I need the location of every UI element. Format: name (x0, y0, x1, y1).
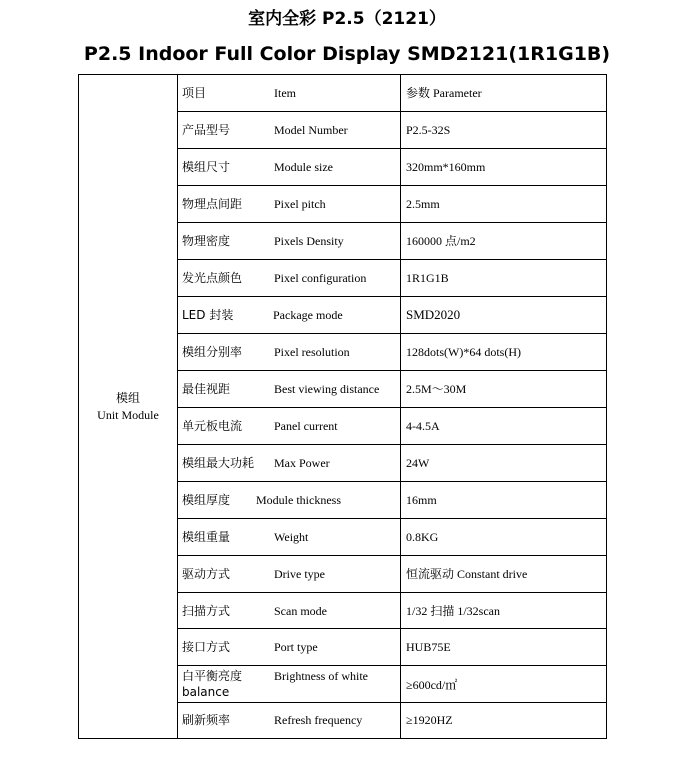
table-row (178, 666, 606, 703)
row-value: ≥600cd/㎡ (406, 678, 458, 692)
table-row (178, 408, 606, 445)
row-value: 16mm (406, 493, 437, 507)
row-cn-label: 最佳视距 (182, 382, 231, 396)
table-row (178, 75, 606, 112)
table-row (178, 149, 606, 186)
row-value: 1/32 扫描 1/32scan (406, 604, 500, 618)
row-value: 24W (406, 456, 430, 470)
row-en-label: Model Number (274, 123, 348, 137)
row-cn-label: 项目 (182, 86, 207, 100)
table-row (178, 482, 606, 519)
table-row (178, 260, 606, 297)
row-en-label: Weight (274, 530, 309, 544)
table-row (178, 223, 606, 260)
row-en-label: Panel current (274, 419, 338, 433)
row-cn-label: 模组重量 (182, 530, 231, 544)
row-en-label: Pixel configuration (274, 271, 367, 285)
unit-label-cn: 模组 (115, 390, 140, 405)
table-row (178, 703, 606, 738)
table-row (178, 371, 606, 408)
row-en-label: Package mode (273, 308, 343, 322)
row-en-label: Refresh frequency (274, 713, 363, 727)
row-cn-label: 物理点间距 (182, 197, 243, 211)
row-en-label: Drive type (274, 567, 325, 581)
row-cn-label: 接口方式 (182, 640, 231, 654)
row-value: 160000 点/m2 (406, 234, 476, 248)
row-en-label: Port type (274, 640, 318, 654)
row-cn-label: 扫描方式 (182, 604, 231, 618)
row-value: 2.5mm (406, 197, 440, 211)
row-value: 0.8KG (406, 530, 439, 544)
row-cn-label: 产品型号 (182, 123, 231, 137)
row-en-label: Scan mode (274, 604, 327, 618)
row-cn-label: LED 封装 (182, 308, 234, 322)
row-value: HUB75E (406, 640, 451, 654)
row-en-label: Pixel resolution (274, 345, 350, 359)
table-row (178, 629, 606, 666)
row-value: 1R1G1B (406, 271, 449, 285)
table-row (178, 334, 606, 371)
row-cn-label: 刷新频率 (182, 713, 231, 727)
row-cn-label: 模组厚度 (182, 493, 231, 507)
table-row (178, 445, 606, 482)
row-en-label: Brightness of white (274, 669, 368, 683)
row-cn-label: 发光点颜色 (182, 271, 243, 285)
row-value: SMD2020 (406, 307, 461, 322)
row-value: 恒流驱动 Constant drive (406, 567, 528, 581)
page-title-en: P2.5 Indoor Full Color Display SMD2121(1R1G1B) (83, 43, 611, 65)
row-en-label: Module size (274, 160, 333, 174)
table-row (178, 593, 606, 629)
row-cn-label: 白平衡亮度 balance (182, 669, 243, 699)
table-row (178, 297, 606, 334)
row-cn-label: 单元板电流 (182, 419, 243, 433)
row-en-label: Best viewing distance (274, 382, 380, 396)
row-value: 2.5M～30M (406, 382, 467, 396)
unit-module-cell (79, 75, 178, 738)
table-row (178, 519, 606, 556)
row-cn-label: 模组分别率 (182, 345, 243, 359)
table-row (178, 186, 606, 223)
row-cn-label: 模组尺寸 (182, 160, 231, 174)
row-value: P2.5-32S (406, 123, 451, 137)
row-en-label: Max Power (274, 456, 330, 470)
table-row (178, 112, 606, 149)
row-en-label: Pixels Density (274, 234, 344, 248)
spec-table (78, 74, 607, 739)
row-cn-label: 驱动方式 (182, 567, 231, 581)
row-value: 4-4.5A (406, 419, 440, 433)
row-cn-label: 模组最大功耗 (182, 456, 255, 470)
page-title-cn: 室内全彩 P2.5（2121） (248, 9, 446, 29)
row-en-label: Pixel pitch (274, 197, 326, 211)
unit-label-en: Unit Module (97, 407, 159, 422)
table-row (178, 556, 606, 593)
row-en-label: Item (274, 86, 296, 100)
row-value: ≥1920HZ (406, 713, 453, 727)
row-value: 参数 Parameter (406, 86, 482, 100)
row-en-label: Module thickness (256, 493, 341, 507)
row-value: 128dots(W)*64 dots(H) (406, 345, 521, 359)
row-cn-label: 物理密度 (182, 234, 231, 248)
row-value: 320mm*160mm (406, 160, 486, 174)
